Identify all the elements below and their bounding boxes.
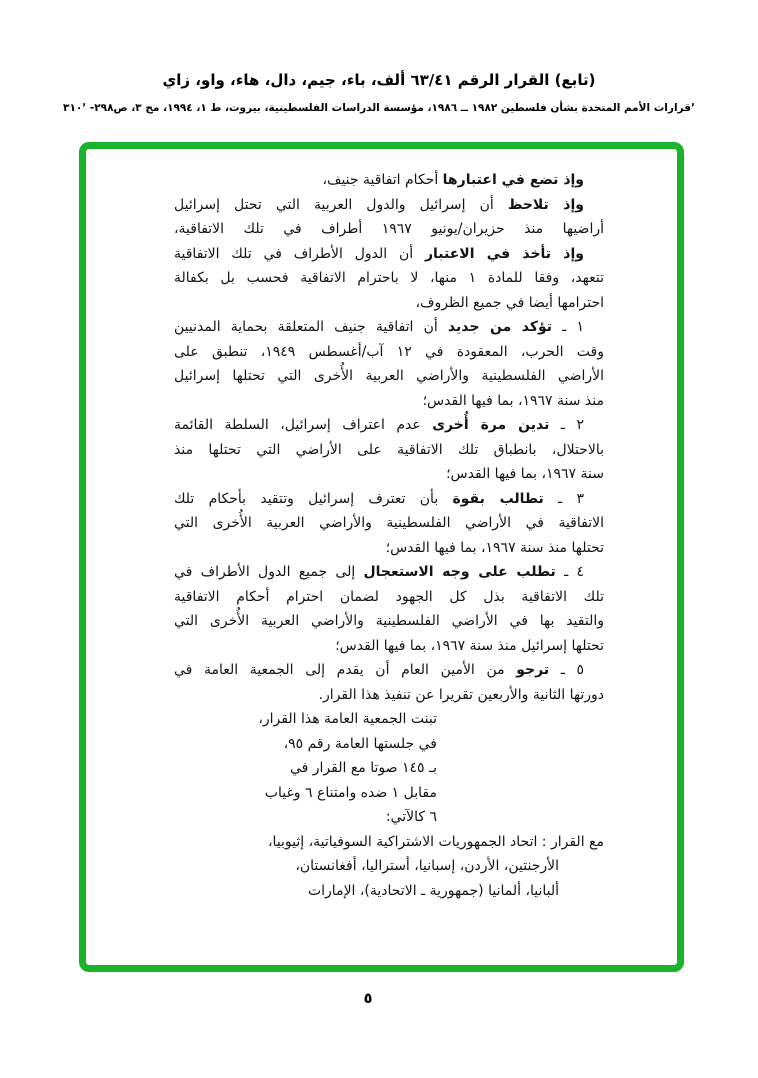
text-run: أراضيها منذ حزيران/يونيو ١٩٦٧ أطراف في تلك الاتفاقية، xyxy=(174,221,604,237)
text-run: من الأمين العام أن يقدم إلى الجمعية العامة في xyxy=(174,662,517,678)
text-run: تتعهد، وفقا للمادة ١ منها، لا باحترام الاتفاقية فحسب بل بكفالة xyxy=(174,270,604,286)
text-run: الاتفاقية في الأراضي الفلسطينية والأراضي العربية الأُخرى التي xyxy=(174,515,604,531)
text-run: وقت الحرب، المعقودة في ١٢ آب/أغسطس ١٩٤٩، تنطبق على xyxy=(174,343,604,360)
body-line xyxy=(174,585,604,610)
vote-line: بـ ١٤٥ صوتا مع القرار في xyxy=(289,760,437,776)
vote-line: في جلستها العامة رقم ٩٥، xyxy=(283,735,437,752)
vote-line: ٦ كالآتي: xyxy=(385,809,437,825)
text-run: ٣ ـ xyxy=(543,490,584,507)
text-run: تحتلها منذ سنة ١٩٦٧، بما فيها القدس؛ xyxy=(385,539,604,556)
text-run: الأراضي الفلسطينية والأراضي العربية الأُخرى التي تحتلها إسرائيل xyxy=(174,368,604,384)
body-line xyxy=(174,438,604,463)
body-line xyxy=(174,511,604,536)
body-line xyxy=(174,487,604,512)
body-line xyxy=(174,168,604,193)
bold-phrase: تؤكد من جديد xyxy=(447,319,553,335)
text-run: بالاحتلال، بانطباق تلك الاتفاقية على الأراضي التي تحتلها منذ xyxy=(174,441,604,458)
bold-phrase: تطالب بقوة xyxy=(452,490,544,507)
bold-phrase: تطلب على وجه الاستعجال xyxy=(363,564,556,580)
body-line xyxy=(174,413,604,438)
body-line xyxy=(174,536,604,561)
text-run: أن الدول الأطراف في تلك الاتفاقية xyxy=(174,245,425,262)
bold-phrase: وإذ تضع في اعتبارها xyxy=(442,172,584,188)
text-run: منذ سنة ١٩٦٧، بما فيها القدس؛ xyxy=(422,392,604,409)
body-line xyxy=(174,364,604,389)
vote-line: مقابل ١ ضده وامتناع ٦ وغياب xyxy=(264,784,437,801)
text-run: أن اتفاقية جنيف المتعلقة بحماية المدنيين xyxy=(174,319,448,335)
with-resolution-line: مع القرار : اتحاد الجمهوريات الاشتراكية السوفياتية، إثيوبيا، xyxy=(267,833,604,850)
text-run: ٤ ـ xyxy=(555,564,584,580)
text-run: سنة ١٩٦٧، بما فيها القدس؛ xyxy=(446,466,604,482)
bold-phrase: تدين مرة أُخرى xyxy=(432,417,550,433)
text-run: بأن تعترف إسرائيل وتتقيد بأحكام تلك xyxy=(174,490,453,507)
text-run: تلك الاتفاقية بذل كل الجهود لضمان احترام أحكام الاتفاقية xyxy=(174,588,604,605)
text-run: أحكام اتفاقية جنيف، xyxy=(322,172,443,188)
text-run: والتقيد بها في الأراضي الفلسطينية والأراضي العربية الأُخرى التي xyxy=(174,613,604,629)
body-text xyxy=(174,168,604,903)
body-line xyxy=(174,242,604,267)
body-line xyxy=(174,634,604,659)
text-run: عدم اعتراف إسرائيل، السلطة القائمة xyxy=(174,417,433,433)
body-line xyxy=(174,193,604,218)
body-line xyxy=(174,217,604,242)
text-run: تحتلها إسرائيل منذ سنة ١٩٦٧، بما فيها القدس؛ xyxy=(335,637,604,654)
vote-line: تبنت الجمعية العامة هذا القرار، xyxy=(258,711,437,727)
bold-phrase: وإذ تأخذ في الاعتبار xyxy=(424,245,584,262)
text-run: ١ ـ xyxy=(552,319,584,335)
body-line xyxy=(174,389,604,414)
with-resolution-line: الأرجنتين، الأردن، إسبانيا، أستراليا، أفغانستان، xyxy=(295,858,559,874)
text-run: أن إسرائيل والدول العربية التي تحتل إسرائيل xyxy=(174,196,508,213)
body-line xyxy=(174,560,604,585)
text-run: دورتها الثانية والأربعين تقريرا عن تنفيذ هذا القرار. xyxy=(318,686,604,703)
body-line xyxy=(174,609,604,634)
body-line xyxy=(174,291,604,316)
body-line xyxy=(174,266,604,291)
body-line xyxy=(174,315,604,340)
page-number: ٥ xyxy=(363,991,373,1007)
body-line xyxy=(174,340,604,365)
bold-phrase: وإذ تلاحظ xyxy=(507,196,584,213)
text-run: إلى جميع الدول الأطراف في xyxy=(174,564,364,580)
body-line xyxy=(174,462,604,487)
body-line xyxy=(174,658,604,683)
body-line xyxy=(174,683,604,708)
bold-phrase: ترجو xyxy=(516,662,550,678)
text-run: ٥ ـ xyxy=(549,662,584,678)
header-citation: ʼقرارات الأمم المتحدة بشأن فلسطين ١٩٨٢ ــ ١٩٨٦، مؤسسة الدراسات الفلسطينية، بيروت، ط ١، ١٩٩٤، مج ٣، ص٢٩٨- ٣١٠ʼ xyxy=(63,102,695,114)
with-resolution-line: ألبانيا، ألمانيا (جمهورية ـ الاتحادية)، الإمارات xyxy=(307,882,559,899)
header-title: (تابع) القرار الرقم ٦٣/٤١ ألف، باء، جيم، دال، هاء، واو، زاي xyxy=(162,71,596,89)
text-run: احترامها أيضا في جميع الظروف، xyxy=(415,294,604,311)
text-run: ٢ ـ xyxy=(549,417,584,433)
